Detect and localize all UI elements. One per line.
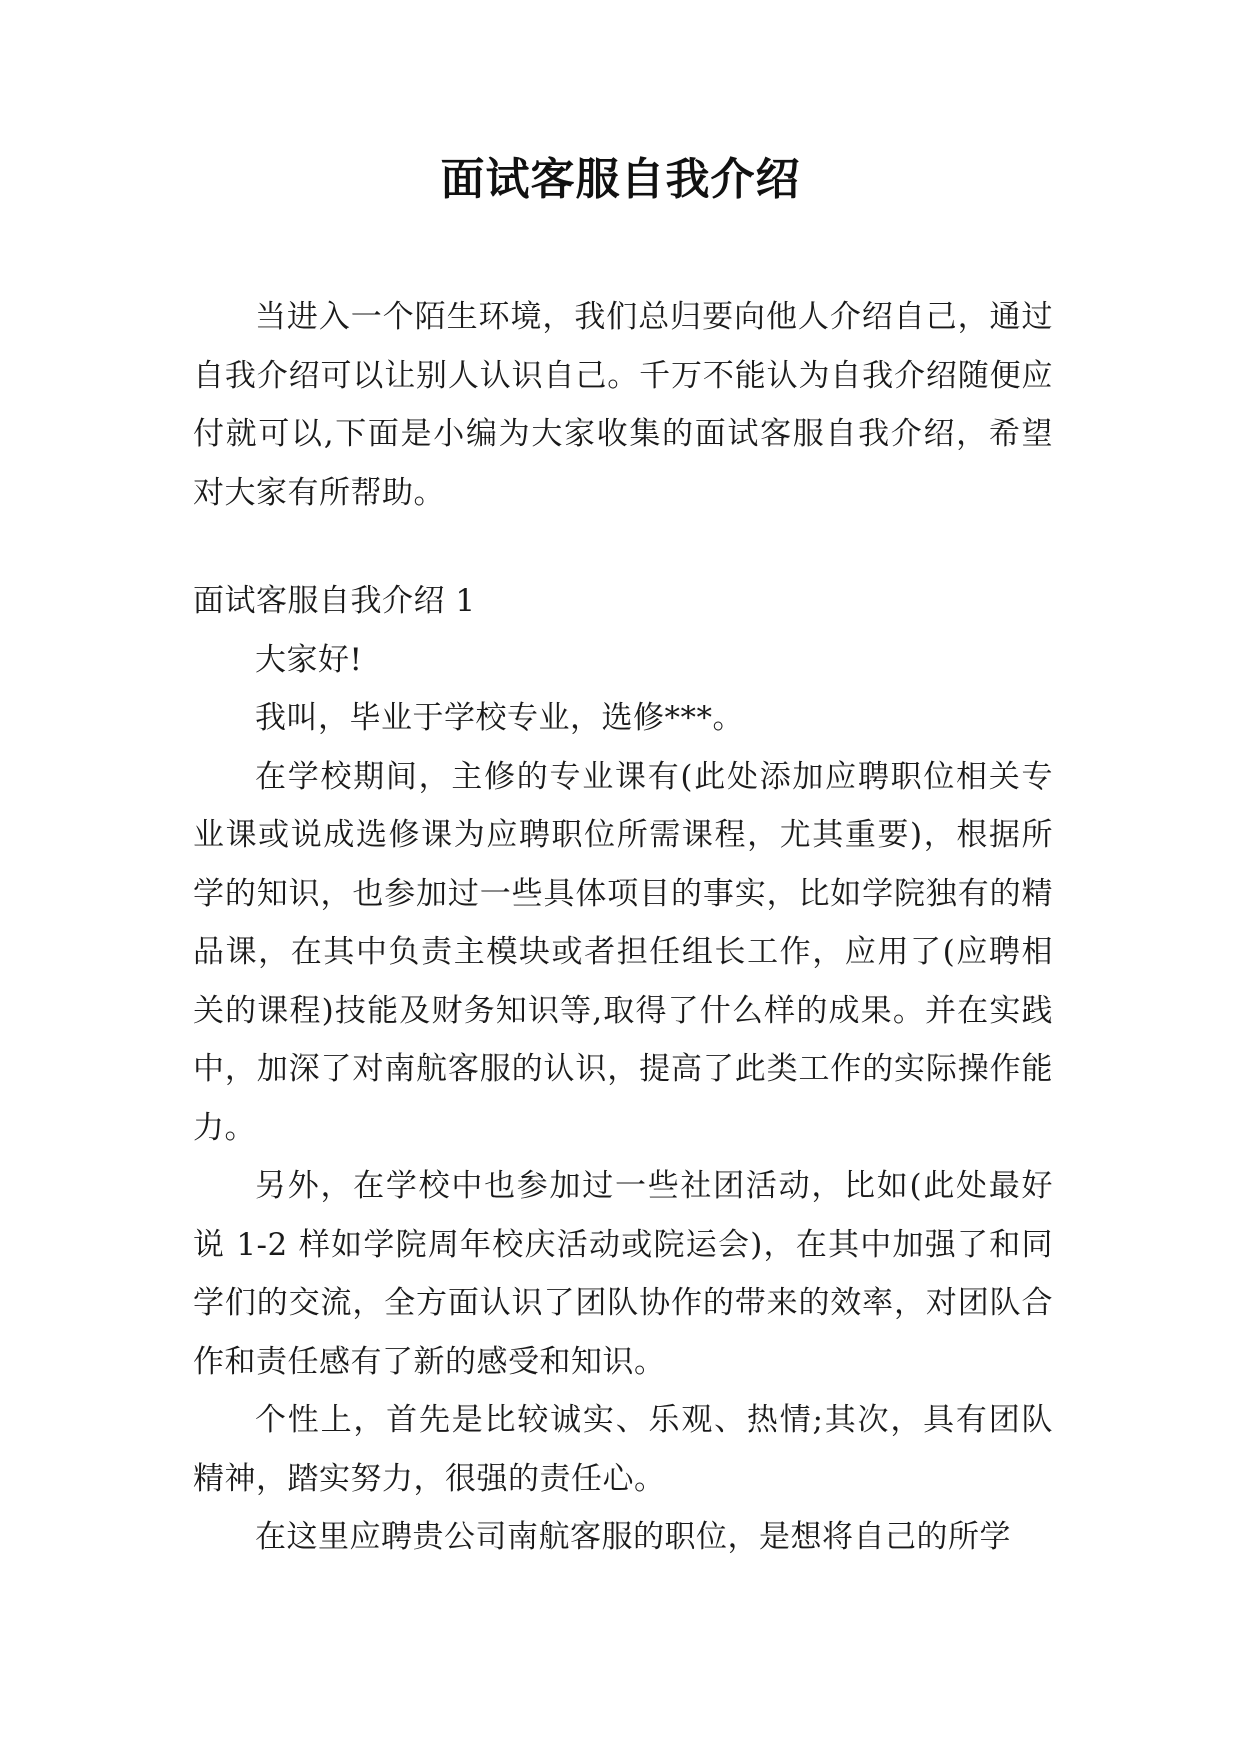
- body-paragraph-application: 在这里应聘贵公司南航客服的职位，是想将自己的所学: [255, 1519, 1011, 1555]
- body-paragraph-activities: 另外，在学校中也参加过一些社团活动，比如(此处最好说 1-2 样如学院周年校庆活动或院运会)，在其中加强了和同学们的交流，全方面认识了团队协作的带来的效率，对团队合作和责任感有了新的感受和知识。: [193, 1168, 1053, 1380]
- body-paragraph-name: 我叫，毕业于学校专业，选修***。: [255, 700, 744, 736]
- paragraph-gap: [193, 522, 1053, 572]
- intro-paragraph: 当进入一个陌生环境，我们总归要向他人介绍自己，通过自我介绍可以让别人认识自己。千万不能认为自我介绍随便应付就可以,下面是小编为大家收集的面试客服自我介绍，希望对大家有所帮助。: [193, 299, 1053, 511]
- body-paragraph-personality: 个性上，首先是比较诚实、乐观、热情;其次，具有团队精神，踏实努力，很强的责任心。: [193, 1402, 1053, 1497]
- body-paragraph-courses: 在学校期间，主修的专业课有(此处添加应聘职位相关专业课或说成选修课为应聘职位所需课程，尤其重要)，根据所学的知识，也参加过一些具体项目的事实，比如学院独有的精品课，在其中负责主模块或者担任组长工作，应用了(应聘相关的课程)技能及财务知识等,取得了什么样的成果。并在实践中，加深了对南航客服的认识，提高了此类工作的实际操作能力。: [193, 758, 1053, 1146]
- body-paragraph-greeting: 大家好!: [255, 641, 363, 678]
- section-heading: 面试客服自我介绍 1: [193, 583, 476, 619]
- document-body: [193, 288, 1053, 1567]
- page-title: 面试客服自我介绍: [440, 154, 801, 205]
